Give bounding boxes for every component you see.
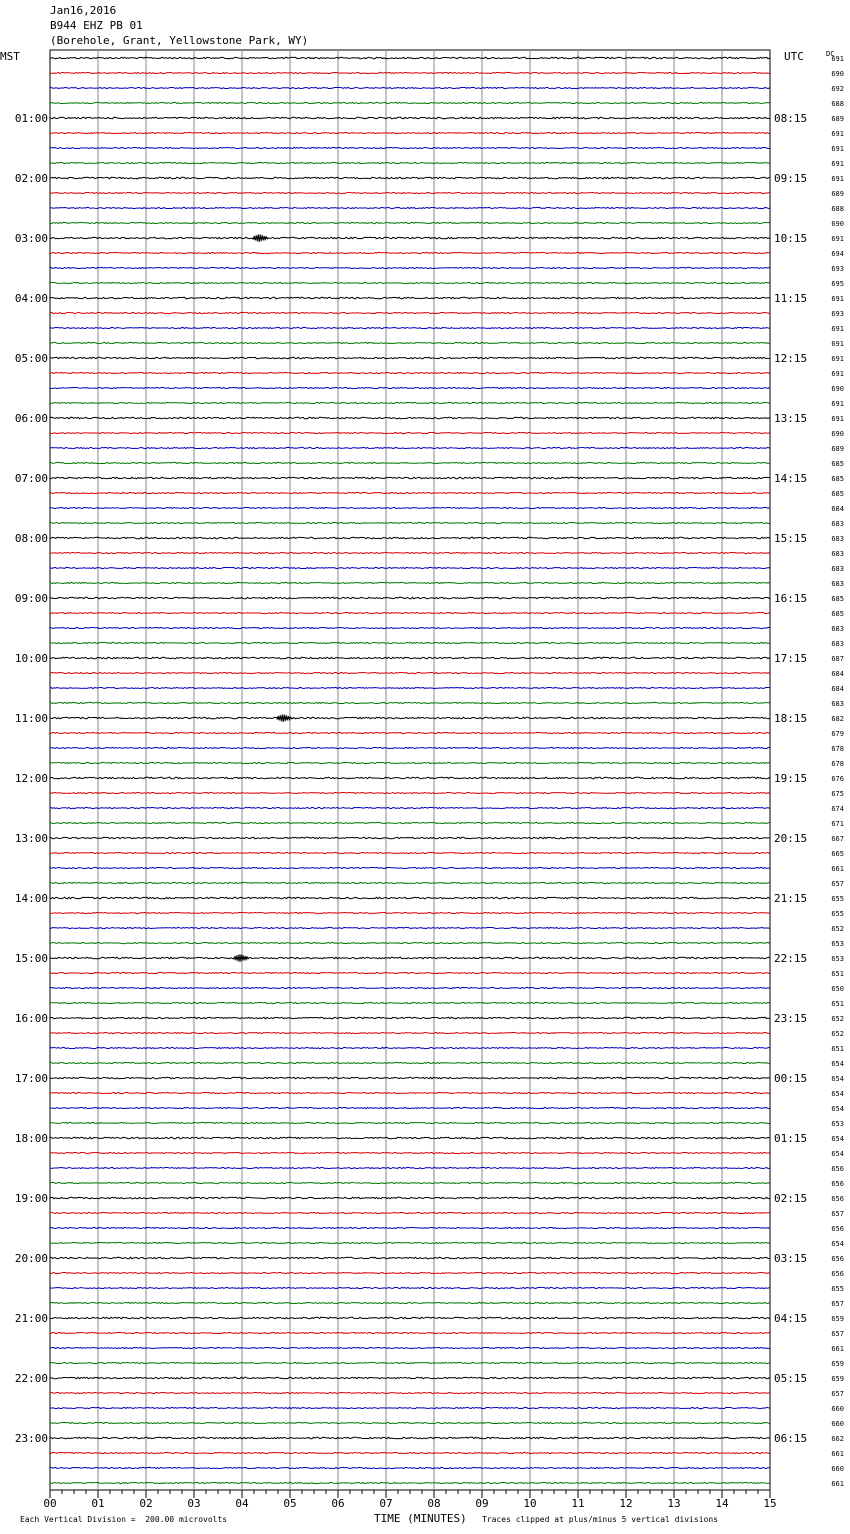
dc-offset-label: 667 [831, 835, 844, 843]
dc-offset-label: 691 [831, 370, 844, 378]
plot-frame [50, 50, 770, 1490]
dc-offset-label: 657 [831, 1210, 844, 1218]
dc-offset-label: 655 [831, 1285, 844, 1293]
dc-offset-label: 654 [831, 1090, 844, 1098]
dc-offset-label: 679 [831, 730, 844, 738]
trace-line [50, 597, 770, 599]
trace-line [50, 57, 770, 59]
dc-offset-label: 656 [831, 1225, 844, 1233]
dc-offset-label: 657 [831, 1390, 844, 1398]
dc-offset-label: 674 [831, 805, 844, 813]
trace-line [50, 372, 770, 373]
scale-note: Each Vertical Division = 200.00 microvolts [20, 1515, 228, 1524]
trace-line [50, 642, 770, 643]
dc-offset-label: 657 [831, 1300, 844, 1308]
trace-line [50, 1287, 770, 1288]
dc-offset-label: 659 [831, 1315, 844, 1323]
dc-offset-label: 689 [831, 190, 844, 198]
trace-line [50, 657, 770, 659]
dc-offset-label: 662 [831, 1435, 844, 1443]
x-tick-label: 06 [331, 1497, 345, 1510]
trace-line [50, 117, 770, 119]
dc-offset-label: 685 [831, 595, 844, 603]
mst-hour-label: 15:00 [14, 952, 48, 965]
trace-line [50, 942, 770, 943]
utc-hour-label: 18:15 [774, 712, 808, 725]
trace-line [50, 972, 770, 973]
dc-offset-label: 654 [831, 1060, 844, 1068]
trace-line [50, 1407, 770, 1408]
trace-line [50, 777, 770, 779]
trace-line [50, 1197, 770, 1199]
utc-hour-label: 22:15 [774, 952, 808, 965]
trace-line [50, 987, 770, 988]
trace-line [50, 762, 770, 763]
dc-offset-label: 652 [831, 1030, 844, 1038]
trace-line [50, 1062, 770, 1063]
station-label: B944 EHZ PB 01 [50, 19, 143, 32]
trace-line [50, 627, 770, 628]
x-tick-label: 04 [235, 1497, 249, 1510]
dc-offset-label: 652 [831, 925, 844, 933]
dc-offset-label: 656 [831, 1270, 844, 1278]
dc-offset-label: 651 [831, 970, 844, 978]
trace-line [50, 237, 770, 239]
mst-hour-label: 05:00 [14, 352, 48, 365]
dc-offset-label: 690 [831, 70, 844, 78]
mst-hour-label: 11:00 [14, 712, 48, 725]
trace-line [50, 342, 770, 343]
dc-offset-label: 661 [831, 1450, 844, 1458]
trace-line [50, 222, 770, 223]
x-tick-label: 01 [91, 1497, 105, 1510]
dc-offset-label: 691 [831, 235, 844, 243]
x-tick-label: 15 [763, 1497, 777, 1510]
dc-offset-label: 684 [831, 685, 844, 693]
dc-offset-label: 683 [831, 625, 844, 633]
dc-offset-label: 691 [831, 55, 844, 63]
trace-line [50, 702, 770, 703]
trace-line [50, 102, 770, 103]
trace-line [50, 792, 770, 793]
trace-line [50, 1032, 770, 1033]
trace-line [50, 1392, 770, 1393]
mst-hour-label: 14:00 [14, 892, 48, 905]
trace-line [50, 177, 770, 179]
x-tick-label: 12 [619, 1497, 633, 1510]
dc-offset-label: 684 [831, 505, 844, 513]
trace-line [50, 1212, 770, 1213]
location-label: (Borehole, Grant, Yellowstone Park, WY) [50, 34, 309, 47]
trace-line [50, 1317, 770, 1319]
event-wiggle [234, 954, 249, 962]
trace-line [50, 882, 770, 883]
dc-offset-label: 690 [831, 385, 844, 393]
dc-offset-label: 657 [831, 1330, 844, 1338]
dc-offset-label: 651 [831, 1045, 844, 1053]
trace-line [50, 507, 770, 508]
trace-line [50, 1257, 770, 1259]
dc-offset-label: 691 [831, 145, 844, 153]
clip-note: Traces clipped at plus/minus 5 vertical divisions [482, 1515, 719, 1524]
dc-offset-label: 660 [831, 1465, 844, 1473]
dc-offset-label: 691 [831, 175, 844, 183]
mst-hour-label: 01:00 [14, 112, 48, 125]
trace-line [50, 252, 770, 253]
utc-hour-label: 02:15 [774, 1192, 808, 1205]
utc-hour-label: 04:15 [774, 1312, 808, 1325]
dc-offset-label: 693 [831, 265, 844, 273]
trace-line [50, 687, 770, 688]
trace-line [50, 207, 770, 208]
utc-hour-label: 03:15 [774, 1252, 808, 1265]
utc-hour-label: 12:15 [774, 352, 808, 365]
dc-offset-label: 683 [831, 520, 844, 528]
utc-hour-label: 15:15 [774, 532, 808, 545]
dc-offset-label: 661 [831, 865, 844, 873]
dc-offset-label: 691 [831, 415, 844, 423]
trace-line [50, 1347, 770, 1348]
trace-line [50, 747, 770, 748]
dc-offset-label: 665 [831, 850, 844, 858]
trace-line [50, 1452, 770, 1453]
dc-offset-label: 687 [831, 655, 844, 663]
dc-offset-label: 654 [831, 1105, 844, 1113]
dc-offset-label: 684 [831, 670, 844, 678]
mst-hour-label: 12:00 [14, 772, 48, 785]
dc-offset-label: 683 [831, 640, 844, 648]
trace-line [50, 852, 770, 853]
utc-hour-label: 09:15 [774, 172, 808, 185]
trace-line [50, 837, 770, 839]
x-tick-label: 14 [715, 1497, 729, 1510]
x-axis-title: TIME (MINUTES) [374, 1512, 467, 1525]
trace-line [50, 552, 770, 553]
dc-offset-label: 653 [831, 955, 844, 963]
dc-offset-label: 683 [831, 565, 844, 573]
dc-offset-label: 683 [831, 580, 844, 588]
mst-hour-label: 18:00 [14, 1132, 48, 1145]
trace-line [50, 1077, 770, 1079]
trace-line [50, 1137, 770, 1139]
dc-offset-label: 685 [831, 475, 844, 483]
mst-hour-label: 20:00 [14, 1252, 48, 1265]
dc-offset-label: 656 [831, 1195, 844, 1203]
dc-offset-label: 685 [831, 460, 844, 468]
utc-hour-label: 00:15 [774, 1072, 808, 1085]
mst-hour-label: 06:00 [14, 412, 48, 425]
trace-line [50, 297, 770, 299]
dc-offset-label: 676 [831, 775, 844, 783]
utc-hour-label: 11:15 [774, 292, 808, 305]
dc-offset-label: 691 [831, 340, 844, 348]
trace-line [50, 1242, 770, 1243]
x-tick-label: 13 [667, 1497, 681, 1510]
dc-offset-label: 683 [831, 550, 844, 558]
trace-line [50, 1152, 770, 1153]
trace-line [50, 537, 770, 539]
dc-offset-label: 653 [831, 940, 844, 948]
trace-line [50, 612, 770, 613]
trace-line [50, 717, 770, 719]
trace-line [50, 357, 770, 359]
mst-hour-label: 07:00 [14, 472, 48, 485]
event-wiggle [253, 234, 268, 242]
dc-offset-label: 685 [831, 490, 844, 498]
dc-offset-label: 651 [831, 1000, 844, 1008]
dc-offset-label: 656 [831, 1165, 844, 1173]
trace-line [50, 897, 770, 899]
utc-hour-label: 06:15 [774, 1432, 808, 1445]
trace-line [50, 132, 770, 133]
mst-hour-label: 08:00 [14, 532, 48, 545]
dc-offset-label: 693 [831, 310, 844, 318]
trace-line [50, 327, 770, 328]
utc-hour-label: 14:15 [774, 472, 808, 485]
mst-hour-label: 17:00 [14, 1072, 48, 1085]
trace-line [50, 447, 770, 448]
trace-line [50, 567, 770, 568]
dc-offset-label: 654 [831, 1150, 844, 1158]
trace-line [50, 1182, 770, 1183]
utc-hour-label: 10:15 [774, 232, 808, 245]
trace-line [50, 462, 770, 463]
mst-hour-label: 23:00 [14, 1432, 48, 1445]
date-label: Jan16,2016 [50, 4, 117, 17]
trace-line [50, 1332, 770, 1333]
trace-line [50, 312, 770, 313]
mst-hour-label: 19:00 [14, 1192, 48, 1205]
trace-line [50, 672, 770, 673]
dc-offset-label: 691 [831, 295, 844, 303]
dc-offset-label: 694 [831, 250, 844, 258]
trace-line [50, 492, 770, 493]
dc-offset-label: 691 [831, 400, 844, 408]
x-tick-label: 00 [43, 1497, 57, 1510]
x-tick-label: 11 [571, 1497, 585, 1510]
utc-axis-title: UTC [784, 50, 804, 63]
mst-hour-label: 02:00 [14, 172, 48, 185]
x-tick-label: 09 [475, 1497, 489, 1510]
trace-line [50, 1302, 770, 1303]
utc-hour-label: 23:15 [774, 1012, 808, 1025]
dc-offset-label: 692 [831, 85, 844, 93]
dc-offset-label: 650 [831, 985, 844, 993]
dc-offset-label: 654 [831, 1135, 844, 1143]
trace-line [50, 1482, 770, 1483]
trace-line [50, 1362, 770, 1363]
mst-hour-label: 16:00 [14, 1012, 48, 1025]
dc-offset-label: 691 [831, 325, 844, 333]
trace-line [50, 1422, 770, 1423]
dc-offset-label: 683 [831, 700, 844, 708]
dc-offset-label: 661 [831, 1480, 844, 1488]
trace-line [50, 192, 770, 193]
dc-offset-label: 685 [831, 610, 844, 618]
trace-line [50, 1002, 770, 1003]
dc-offset-label: 657 [831, 880, 844, 888]
mst-hour-label: 10:00 [14, 652, 48, 665]
trace-line [50, 1437, 770, 1439]
trace-line [50, 282, 770, 283]
dc-offset-label: 691 [831, 160, 844, 168]
dc-offset-label: 691 [831, 355, 844, 363]
trace-line [50, 477, 770, 479]
dc-offset-label: 691 [831, 130, 844, 138]
x-tick-label: 02 [139, 1497, 153, 1510]
trace-line [50, 1122, 770, 1123]
dc-offset-label: 653 [831, 1120, 844, 1128]
trace-line [50, 72, 770, 73]
trace-line [50, 1107, 770, 1108]
dc-offset-label: 661 [831, 1345, 844, 1353]
mst-hour-label: 03:00 [14, 232, 48, 245]
utc-hour-label: 01:15 [774, 1132, 808, 1145]
x-tick-label: 07 [379, 1497, 393, 1510]
trace-line [50, 1167, 770, 1168]
dc-offset-label: 660 [831, 1405, 844, 1413]
trace-line [50, 912, 770, 913]
dc-offset-label: 656 [831, 1255, 844, 1263]
dc-offset-label: 682 [831, 715, 844, 723]
trace-line [50, 87, 770, 88]
trace-line [50, 582, 770, 583]
x-tick-label: 08 [427, 1497, 441, 1510]
trace-line [50, 1467, 770, 1468]
trace-line [50, 162, 770, 163]
trace-line [50, 402, 770, 403]
trace-line [50, 822, 770, 823]
trace-line [50, 927, 770, 928]
mst-hour-label: 13:00 [14, 832, 48, 845]
utc-hour-label: 17:15 [774, 652, 808, 665]
trace-line [50, 147, 770, 148]
dc-offset-label: 655 [831, 910, 844, 918]
trace-line [50, 1272, 770, 1273]
dc-offset-label: 689 [831, 445, 844, 453]
dc-offset-label: 675 [831, 790, 844, 798]
dc-offset-label: 659 [831, 1360, 844, 1368]
dc-offset-label: 689 [831, 115, 844, 123]
utc-hour-label: 08:15 [774, 112, 808, 125]
mst-hour-label: 09:00 [14, 592, 48, 605]
trace-line [50, 807, 770, 808]
trace-line [50, 1017, 770, 1019]
trace-line [50, 387, 770, 388]
dc-offset-label: 660 [831, 1420, 844, 1428]
utc-hour-label: 21:15 [774, 892, 808, 905]
dc-offset-label: 659 [831, 1375, 844, 1383]
trace-line [50, 867, 770, 868]
utc-hour-label: 19:15 [774, 772, 808, 785]
mst-hour-label: 21:00 [14, 1312, 48, 1325]
dc-offset-label: 688 [831, 205, 844, 213]
mst-hour-label: 22:00 [14, 1372, 48, 1385]
trace-line [50, 957, 770, 959]
x-tick-label: 03 [187, 1497, 201, 1510]
mst-hour-label: 04:00 [14, 292, 48, 305]
trace-line [50, 732, 770, 733]
dc-offset-label: 688 [831, 100, 844, 108]
dc-offset-label: 683 [831, 535, 844, 543]
dc-offset-label: 656 [831, 1180, 844, 1188]
dc-offset-label: 655 [831, 895, 844, 903]
trace-line [50, 267, 770, 268]
trace-line [50, 1377, 770, 1379]
dc-column-title: DC [826, 50, 835, 58]
trace-line [50, 417, 770, 419]
dc-offset-label: 654 [831, 1075, 844, 1083]
trace-line [50, 432, 770, 433]
dc-offset-label: 690 [831, 430, 844, 438]
dc-offset-label: 652 [831, 1015, 844, 1023]
dc-offset-label: 654 [831, 1240, 844, 1248]
dc-offset-label: 671 [831, 820, 844, 828]
x-tick-label: 10 [523, 1497, 537, 1510]
trace-line [50, 1092, 770, 1093]
utc-hour-label: 16:15 [774, 592, 808, 605]
mst-axis-title: MST [0, 50, 20, 63]
dc-offset-label: 678 [831, 745, 844, 753]
trace-line [50, 1227, 770, 1228]
dc-offset-label: 690 [831, 220, 844, 228]
x-tick-label: 05 [283, 1497, 297, 1510]
utc-hour-label: 13:15 [774, 412, 808, 425]
utc-hour-label: 20:15 [774, 832, 808, 845]
trace-line [50, 522, 770, 523]
dc-offset-label: 678 [831, 760, 844, 768]
dc-offset-label: 695 [831, 280, 844, 288]
utc-hour-label: 05:15 [774, 1372, 808, 1385]
trace-line [50, 1047, 770, 1048]
